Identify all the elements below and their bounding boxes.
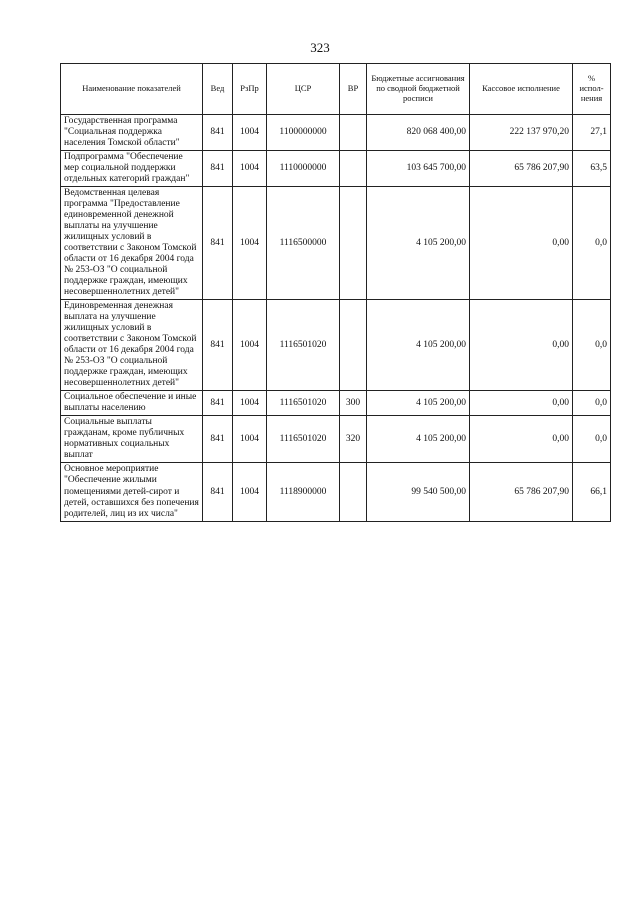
row-rzpr: 1004 xyxy=(233,151,267,187)
row-budget: 4 105 200,00 xyxy=(367,187,470,300)
row-name: Единовременная денежная выплата на улучшение жилищных условий в соответствии с Законом Томской области от 16 декабря 2004 года № 253-ОЗ "О социальной поддержке граждан, имеющих несовершеннолетних детей" xyxy=(61,300,203,391)
row-ved: 841 xyxy=(203,187,233,300)
budget-execution-table xyxy=(60,63,611,522)
row-rzpr: 1004 xyxy=(233,300,267,391)
row-csr: 1116501020 xyxy=(267,391,340,416)
row-vr: 320 xyxy=(340,416,367,463)
row-name: Подпрограмма "Обеспечение мер социальной поддержки отдельных категорий граждан" xyxy=(61,151,203,187)
row-percent: 27,1 xyxy=(573,115,611,151)
row-ved: 841 xyxy=(203,300,233,391)
header-cash: Кассовое исполнение xyxy=(470,64,573,115)
row-name: Ведомственная целевая программа "Предоставление единовременной денежной выплаты на улучшение жилищных условий в соответствии с Законом Томской области от 16 декабря 2004 года № 253-ОЗ "О социальной поддержке граждан, имеющих несовершеннолетних детей" xyxy=(61,187,203,300)
row-budget: 103 645 700,00 xyxy=(367,151,470,187)
row-csr: 1100000000 xyxy=(267,115,340,151)
row-cash: 0,00 xyxy=(470,300,573,391)
row-csr: 1116501020 xyxy=(267,300,340,391)
row-rzpr: 1004 xyxy=(233,416,267,463)
row-vr: 300 xyxy=(340,391,367,416)
row-vr xyxy=(340,187,367,300)
row-ved: 841 xyxy=(203,151,233,187)
row-percent: 0,0 xyxy=(573,300,611,391)
row-vr xyxy=(340,300,367,391)
row-budget: 4 105 200,00 xyxy=(367,416,470,463)
row-csr: 1116501020 xyxy=(267,416,340,463)
header-name: Наименование показателей xyxy=(61,64,203,115)
header-budget: Бюджетные ассигнования по сводной бюджетной росписи xyxy=(367,64,470,115)
row-rzpr: 1004 xyxy=(233,463,267,521)
row-csr: 1116500000 xyxy=(267,187,340,300)
table-row xyxy=(61,115,611,151)
row-vr xyxy=(340,115,367,151)
row-cash: 0,00 xyxy=(470,187,573,300)
header-rzpr: РзПр xyxy=(233,64,267,115)
header-vr: ВР xyxy=(340,64,367,115)
row-percent: 66,1 xyxy=(573,463,611,521)
row-ved: 841 xyxy=(203,416,233,463)
row-name: Основное мероприятие "Обеспечение жилыми помещениями детей-сирот и детей, оставшихся без попечения родителей, лиц из их числа" xyxy=(61,463,203,521)
table-row xyxy=(61,187,611,300)
row-budget: 99 540 500,00 xyxy=(367,463,470,521)
table-row xyxy=(61,300,611,391)
header-csr: ЦСР xyxy=(267,64,340,115)
row-ved: 841 xyxy=(203,115,233,151)
row-percent: 63,5 xyxy=(573,151,611,187)
row-vr xyxy=(340,151,367,187)
table-row xyxy=(61,391,611,416)
row-rzpr: 1004 xyxy=(233,187,267,300)
table-row xyxy=(61,151,611,187)
row-cash: 65 786 207,90 xyxy=(470,151,573,187)
page-number: 323 xyxy=(310,40,330,55)
row-csr: 1118900000 xyxy=(267,463,340,521)
row-percent: 0,0 xyxy=(573,416,611,463)
row-rzpr: 1004 xyxy=(233,391,267,416)
row-name: Социальные выплаты гражданам, кроме публичных нормативных социальных выплат xyxy=(61,416,203,463)
header-ved: Вед xyxy=(203,64,233,115)
row-name: Социальное обеспечение и иные выплаты населению xyxy=(61,391,203,416)
table-row xyxy=(61,416,611,463)
row-csr: 1110000000 xyxy=(267,151,340,187)
row-budget: 4 105 200,00 xyxy=(367,391,470,416)
table-row xyxy=(61,463,611,521)
row-budget: 820 068 400,00 xyxy=(367,115,470,151)
row-budget: 4 105 200,00 xyxy=(367,300,470,391)
row-cash: 0,00 xyxy=(470,391,573,416)
row-rzpr: 1004 xyxy=(233,115,267,151)
row-cash: 0,00 xyxy=(470,416,573,463)
header-percent: % испол-нения xyxy=(573,64,611,115)
row-ved: 841 xyxy=(203,463,233,521)
row-cash: 65 786 207,90 xyxy=(470,463,573,521)
row-cash: 222 137 970,20 xyxy=(470,115,573,151)
row-percent: 0,0 xyxy=(573,187,611,300)
row-ved: 841 xyxy=(203,391,233,416)
row-percent: 0,0 xyxy=(573,391,611,416)
table-header-row xyxy=(61,64,611,115)
row-vr xyxy=(340,463,367,521)
row-name: Государственная программа "Социальная поддержка населения Томской области" xyxy=(61,115,203,151)
